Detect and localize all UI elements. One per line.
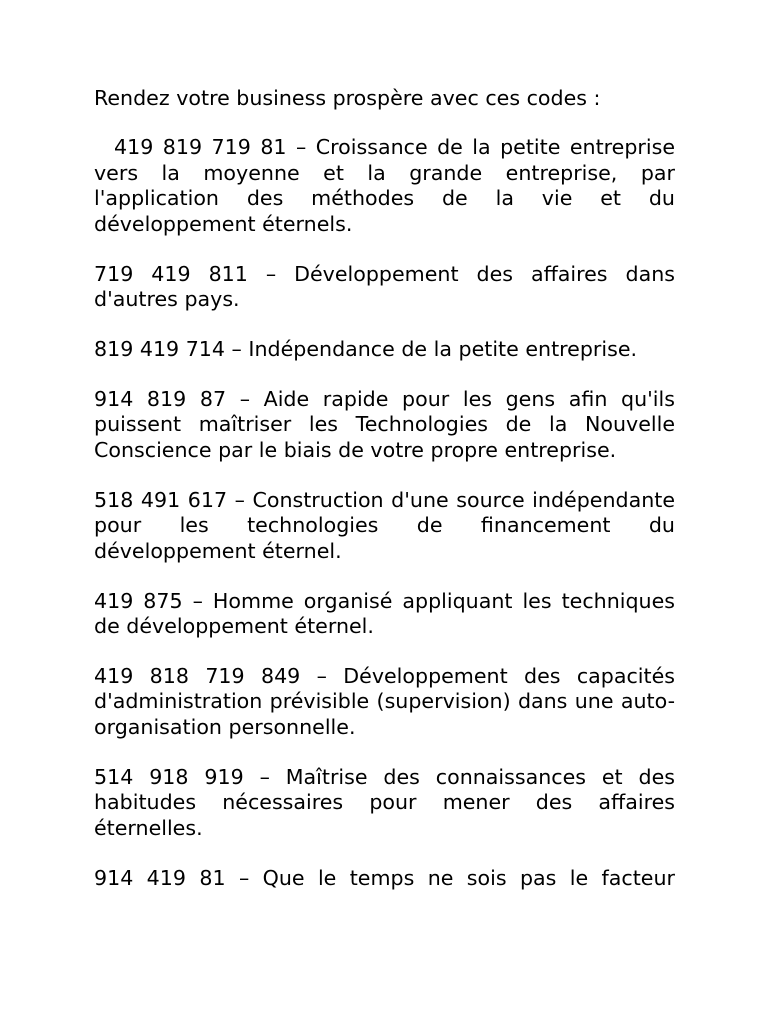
code-paragraph: 514 918 919 – Maîtrise des connaissances et des habitudes nécessaires pour mener des affaires éternelles. <box>94 764 675 840</box>
code-paragraph: 419 819 719 81 – Croissance de la petite entreprise vers la moyenne et la grande entreprise, par l'application des méthodes de la vie et du développement éternels. <box>94 135 675 236</box>
code-paragraph: 819 419 714 – Indépendance de la petite entreprise. <box>94 337 638 362</box>
code-paragraph: 914 819 87 – Aide rapide pour les gens afin qu'ils puissent maîtriser les Technologies de la Nouvelle Conscience par le biais de votre propre entreprise. <box>94 387 675 462</box>
code-paragraph: 719 419 811 – Développement des affaires dans d'autres pays. <box>94 261 675 312</box>
code-paragraph: 419 818 719 849 – Développement des capacités d'administration prévisible (supervision) dans une auto-organisation personnelle. <box>94 664 675 739</box>
code-paragraph: 518 491 617 – Construction d'une source indépendante pour les technologies de financement du développement éternel. <box>94 487 675 563</box>
code-paragraph: 914 419 81 – Que le temps ne sois pas le facteur <box>94 865 675 890</box>
document-page <box>94 86 675 891</box>
code-paragraph: 419 875 – Homme organisé appliquant les techniques de développement éternel. <box>94 588 675 639</box>
intro-text: Rendez votre business prospère avec ces codes : <box>94 86 601 110</box>
